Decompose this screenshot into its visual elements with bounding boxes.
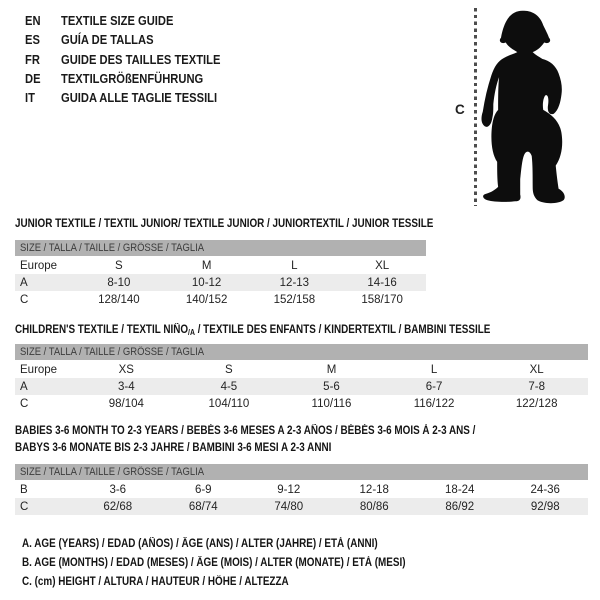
size-value: 24-36 (530, 483, 560, 496)
size-value: 14-16 (367, 276, 397, 289)
row-label: C (20, 397, 29, 410)
language-header (25, 11, 246, 107)
size-value: 62/68 (103, 500, 133, 513)
size-value: 80/86 (359, 500, 389, 513)
language-row-es (25, 30, 246, 49)
size-header-bar (15, 240, 426, 256)
size-header-text: SIZE / TALLA / TAILLE / GRÖSSE / TAGLIA (20, 346, 205, 358)
size-value: M (201, 259, 212, 272)
size-value: XS (118, 363, 134, 376)
size-value: 128/140 (98, 293, 140, 306)
size-value: 6-7 (425, 380, 443, 393)
size-value: 18-24 (445, 483, 475, 496)
size-value: 10-12 (191, 276, 222, 289)
row-label: A (20, 276, 28, 289)
language-code: EN (25, 13, 41, 29)
language-label: TEXTILE SIZE GUIDE (61, 13, 174, 29)
height-measure-label: C (455, 102, 465, 117)
language-label: GUIDE DES TAILLES TEXTILE (61, 51, 221, 67)
size-header-bar (15, 344, 588, 360)
language-row-it (25, 88, 246, 107)
legend-line-a: A. AGE (YEARS) / EDAD (AÑOS) / ÂGE (ANS) / ALTER (JAHRE) / ETÀ (ANNI) (22, 537, 378, 550)
size-value: 110/116 (311, 397, 352, 410)
language-label: GUÍA DE TALLAS (61, 32, 154, 48)
row-label: B (20, 483, 28, 496)
row-label: Europe (20, 259, 58, 272)
size-value: 122/128 (515, 397, 558, 410)
row-label: Europe (20, 363, 58, 376)
language-code: DE (25, 71, 41, 87)
size-value: 92/98 (530, 500, 560, 513)
size-value: 140/152 (185, 293, 228, 306)
children-section-title-text: CHILDREN'S TEXTILE / TEXTIL $NIÑO_{/A}$ / TEXTILE DES ENFANTS / KINDERTEXTIL / BAMBINI TESSILE (15, 324, 491, 337)
size-value: 86/92 (445, 500, 475, 513)
measurement-legend (22, 534, 468, 592)
size-value: XL (375, 259, 390, 272)
size-value: 98/104 (108, 397, 144, 410)
row-label: C (20, 293, 29, 306)
size-value: 158/170 (361, 293, 403, 306)
babies-section-title-line1: BABIES 3-6 MONTH TO 2-3 YEARS / BEBÉS 3-6 MESES A 2-3 AÑOS / BÉBÉS 3-6 MOIS À 2-3 ANS / (15, 425, 476, 437)
babies-section-title (15, 423, 550, 457)
language-label: GUIDA ALLE TAGLIE TESSILI (61, 90, 218, 106)
table-row (15, 378, 588, 395)
size-value: 152/158 (273, 293, 316, 306)
size-value: XL (529, 363, 544, 376)
size-value: S (115, 259, 123, 272)
size-value: 3-6 (109, 483, 127, 496)
table-row (15, 481, 588, 498)
size-header-bar (15, 464, 588, 480)
table-row (15, 361, 588, 378)
size-value: L (291, 259, 298, 272)
size-value: 7-8 (528, 380, 545, 393)
junior-section-title (15, 216, 501, 233)
size-value: 6-9 (194, 483, 212, 496)
size-value: L (430, 363, 438, 376)
legend-line-c: C. (cm) HEIGHT / ALTURA / HAUTEUR / HÖHE / ALTEZZA (22, 576, 289, 589)
legend-line-b: B. AGE (MONTHS) / EDAD (MESES) / ÂGE (MOIS) / ALTER (MONATE) / ETÀ (MESI) (22, 556, 406, 569)
babies-size-table (15, 464, 588, 515)
size-value: 74/80 (274, 500, 304, 513)
size-value: 4-5 (220, 380, 238, 393)
children-section-title (15, 322, 568, 341)
table-row (15, 498, 588, 515)
size-value: 68/74 (188, 500, 218, 513)
size-value: 116/122 (413, 397, 455, 410)
row-label: C (20, 500, 29, 513)
size-value: 12-13 (279, 276, 310, 289)
language-code: IT (25, 90, 35, 106)
size-value: 12-18 (359, 483, 389, 496)
language-code: ES (25, 32, 40, 48)
size-value: 5-6 (323, 380, 340, 393)
size-value: M (326, 363, 337, 376)
table-row (15, 257, 426, 274)
size-header-text: SIZE / TALLA / TAILLE / GRÖSSE / TAGLIA (20, 242, 205, 254)
language-row-en (25, 11, 246, 30)
language-label: TEXTILGRÖßENFÜHRUNG (61, 71, 204, 87)
children-size-table (15, 344, 588, 412)
junior-size-table (15, 240, 426, 308)
language-row-de (25, 69, 246, 88)
table-row (15, 395, 588, 412)
size-header-text: SIZE / TALLA / TAILLE / GRÖSSE / TAGLIA (20, 466, 205, 478)
size-value: 9-12 (277, 483, 301, 496)
junior-section-title-text: JUNIOR TEXTILE / TEXTIL JUNIOR/ TEXTILE JUNIOR / JUNIORTEXTIL / JUNIOR TESSILE (15, 218, 434, 230)
table-row (15, 291, 426, 308)
size-value: 3-4 (117, 380, 135, 393)
size-value: 104/110 (208, 397, 250, 410)
babies-section-title-line2: BABYS 3-6 MONATE BIS 2-3 JAHRE / BAMBINI 3-6 MESI A 2-3 ANNI (15, 442, 332, 454)
table-row (15, 274, 426, 291)
language-code: FR (25, 51, 40, 67)
language-row-fr (25, 50, 246, 69)
toddler-silhouette-icon (477, 6, 573, 208)
size-value: S (225, 363, 233, 376)
size-value: 8-10 (107, 276, 131, 289)
row-label: A (20, 380, 28, 393)
